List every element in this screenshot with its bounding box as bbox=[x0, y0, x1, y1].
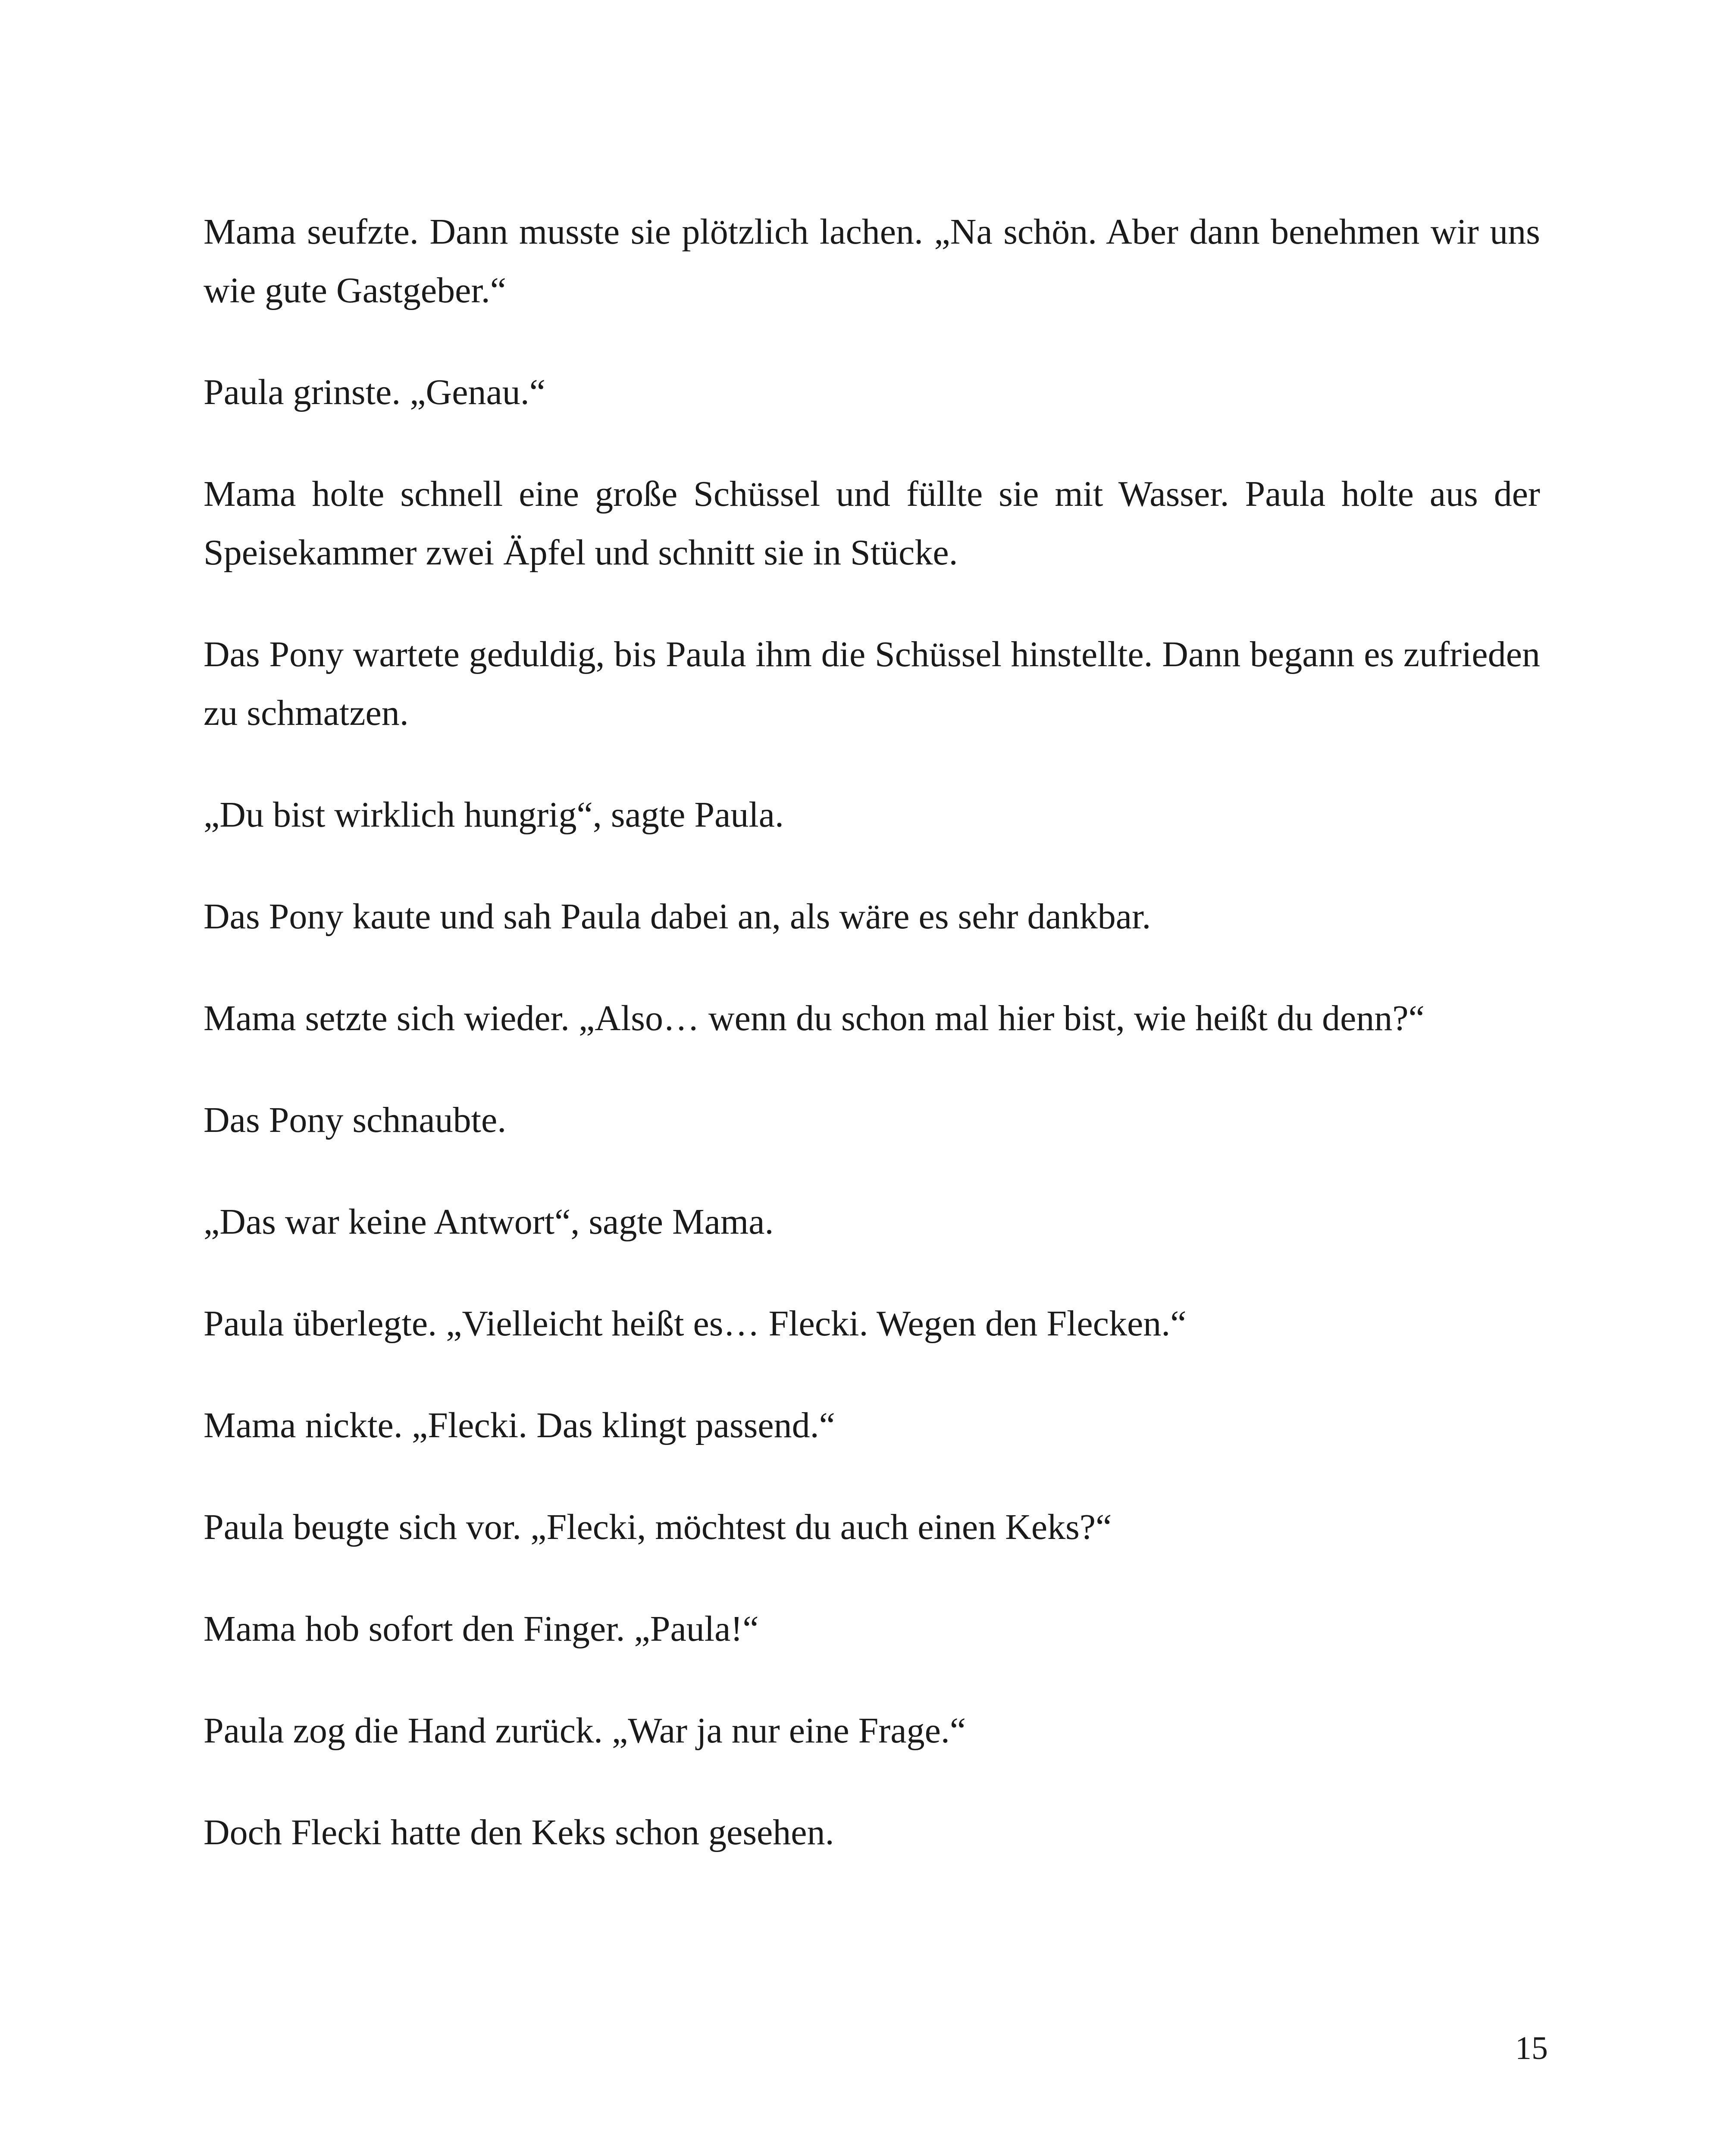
paragraph: Mama seufzte. Dann musste sie plötzlich lachen. „Na schön. Aber dann benehmen wir uns wie gute Gastgeber.“ bbox=[204, 212, 1540, 310]
paragraph: Das Pony wartete geduldig, bis Paula ihm die Schüssel hinstellte. Dann begann es zufrieden zu schmatzen. bbox=[204, 634, 1540, 733]
paragraph: Paula überlegte. „Vielleicht heißt es… Flecki. Wegen den Flecken.“ bbox=[204, 1304, 1187, 1344]
paragraph: Paula zog die Hand zurück. „War ja nur eine Frage.“ bbox=[204, 1711, 966, 1751]
paragraph: Mama holte schnell eine große Schüssel und füllte sie mit Wasser. Paula holte aus der Speisekammer zwei Äpfel und schnitt sie in Stücke. bbox=[204, 474, 1540, 573]
paragraph: „Das war keine Antwort“, sagte Mama. bbox=[204, 1202, 774, 1242]
page-number: 15 bbox=[1515, 2030, 1548, 2066]
paragraph: Doch Flecki hatte den Keks schon gesehen. bbox=[204, 1812, 834, 1852]
book-text bbox=[204, 203, 1540, 1905]
paragraph: Mama setzte sich wieder. „Also… wenn du schon mal hier bist, wie heißt du denn?“ bbox=[204, 998, 1425, 1038]
paragraph: Mama hob sofort den Finger. „Paula!“ bbox=[204, 1609, 759, 1649]
paragraph: Mama nickte. „Flecki. Das klingt passend.“ bbox=[204, 1405, 835, 1445]
paragraph: Das Pony kaute und sah Paula dabei an, als wäre es sehr dankbar. bbox=[204, 896, 1151, 937]
paragraph: Paula grinste. „Genau.“ bbox=[204, 372, 546, 412]
paragraph: „Du bist wirklich hungrig“, sagte Paula. bbox=[204, 795, 784, 835]
paragraph: Paula beugte sich vor. „Flecki, möchtest du auch einen Keks?“ bbox=[204, 1507, 1112, 1547]
paragraph: Das Pony schnaubte. bbox=[204, 1100, 507, 1140]
